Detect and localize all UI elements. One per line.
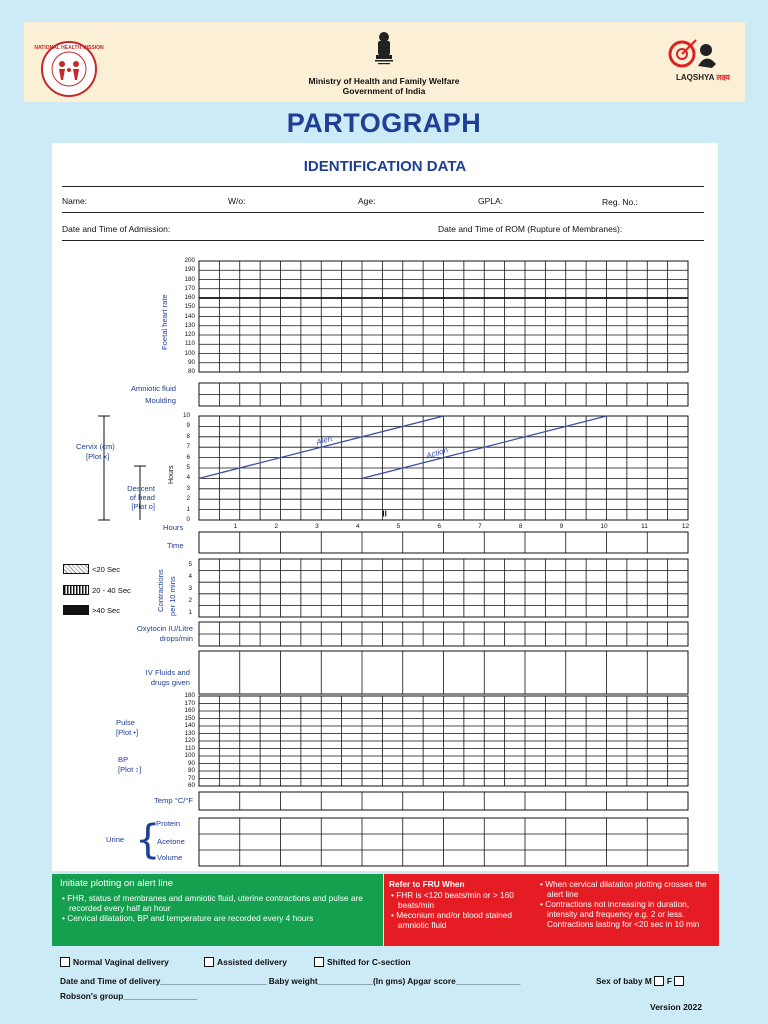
fhr-tick: 190 <box>184 266 195 274</box>
red-left-bullet-2: • Meconium and/or blood stained amniotic fluid <box>391 910 512 930</box>
plot-mark: II <box>382 509 387 519</box>
cervix-tick: 3 <box>186 484 190 492</box>
laqshya-name: LAQSHYA <box>676 73 715 82</box>
sex-m-label: M <box>644 976 652 986</box>
cervix-tick: 6 <box>186 453 190 461</box>
sex-m-checkbox[interactable] <box>654 976 664 986</box>
green-bullet-2: • Cervical dilatation, BP and temperature are recorded every 4 hours <box>62 913 314 923</box>
sex-of-baby <box>596 976 687 986</box>
hours-axis-label: Hours <box>168 465 175 484</box>
hours-tick: 12 <box>681 523 690 530</box>
legend-gt40: >40 Sec <box>92 606 121 615</box>
hours-tick: 3 <box>315 523 319 530</box>
name-field[interactable]: Name: <box>62 196 88 206</box>
pulse-tick: 110 <box>184 744 195 752</box>
pulse-tick: 130 <box>184 729 195 737</box>
cervix-tick: 5 <box>186 464 190 471</box>
fhr-tick: 200 <box>184 257 195 264</box>
legend-dotted-box <box>63 564 89 574</box>
legend-mid: 20 - 40 Sec <box>92 586 131 595</box>
red-title: Refer to FRU When <box>389 879 465 889</box>
sex-f-label: F <box>666 976 672 986</box>
identification-heading: IDENTIFICATION DATA <box>303 158 467 175</box>
pulse-tick: 70 <box>187 774 195 782</box>
fhr-tick: 170 <box>184 284 195 292</box>
fhr-tick: 110 <box>184 340 195 348</box>
pulse-tick: 60 <box>187 782 195 789</box>
hours-tick: 8 <box>518 523 523 530</box>
delivery-details-line[interactable]: Date and Time of delivery_______________________ Baby weight____________(In gms) Apgar score______________ <box>60 976 521 986</box>
ivfluids-label: IV Fluids and <box>145 668 190 677</box>
acetone-label: Acetone <box>157 837 185 846</box>
version-label: Version 2022 <box>650 1002 702 1012</box>
moulding-label: Moulding <box>145 396 176 405</box>
cervix-label: Cervix (cm) <box>76 442 115 451</box>
red-right-bullet-2: • Contractions not increasing in duration, intensity and frequency e.g. 2 or less. Contractions lasting for <20 sec in 10 min <box>540 899 700 929</box>
fhr-tick: 90 <box>187 358 195 366</box>
pulse-tick: 140 <box>184 722 195 729</box>
admission-field[interactable]: Date and Time of Admission: <box>62 224 171 234</box>
green-title: Initiate plotting on alert line <box>60 878 174 889</box>
time-label: Time <box>167 541 184 550</box>
fhr-tick: 140 <box>184 312 195 320</box>
hours-tick: 4 <box>355 523 360 530</box>
pulse-label: Pulse <box>116 718 135 727</box>
pulse-tick: 180 <box>184 692 195 699</box>
hours-tick: 9 <box>559 523 564 530</box>
contraction-tick: 5 <box>188 561 192 568</box>
pulse-tick: 150 <box>184 714 195 722</box>
contraction-tick: 2 <box>188 597 192 604</box>
hours-label: Hours <box>163 523 184 532</box>
contractions-label: Contractions <box>156 569 165 612</box>
fhr-tick: 120 <box>184 331 195 338</box>
red-referral-box <box>384 874 719 946</box>
fhr-tick: 80 <box>187 368 195 375</box>
pulse-tick: 90 <box>187 759 195 767</box>
urine-label: Urine <box>106 835 125 844</box>
ministry-line1: Ministry of Health and Family Welfare <box>308 76 460 86</box>
fhr-tick: 130 <box>184 321 195 329</box>
normal-delivery-checkbox[interactable] <box>60 957 70 967</box>
red-left-bullet-1: • FHR is <120 beats/min or > 160 beats/min <box>391 890 514 910</box>
pulse-plot-label: [Plot •] <box>116 728 139 737</box>
assisted-delivery-label: Assisted delivery <box>217 957 287 967</box>
cervix-tick: 4 <box>186 474 190 482</box>
cervix-tick: 9 <box>186 422 190 430</box>
pulse-tick: 120 <box>184 737 195 744</box>
cervix-tick: 10 <box>182 412 190 419</box>
c-section-label: Shifted for C-section <box>327 957 411 967</box>
ministry-line2: Government of India <box>342 86 426 96</box>
oxytocin-label: Oxytocin IU/Litre <box>136 624 193 633</box>
hours-tick: 2 <box>274 523 278 530</box>
sex-f-checkbox[interactable] <box>674 976 684 986</box>
volume-label: Volume <box>157 853 183 862</box>
pulse-tick: 80 <box>187 767 195 774</box>
fhr-tick: 160 <box>184 294 195 301</box>
descent-label: Descent <box>127 484 155 493</box>
legend-lt20: <20 Sec <box>92 565 121 574</box>
assisted-delivery-checkbox[interactable] <box>204 957 214 967</box>
contraction-tick: 3 <box>188 585 192 592</box>
fhr-tick: 150 <box>184 303 195 311</box>
alert-line-label: Alert <box>315 433 334 448</box>
fhr-tick: 100 <box>184 349 195 357</box>
bp-plot-label: [Plot ↕] <box>118 765 142 774</box>
hours-tick: 11 <box>641 523 648 530</box>
normal-delivery-label: Normal Vaginal delivery <box>73 957 169 967</box>
per10-label: per 10 mins <box>168 576 177 616</box>
cervix-plot-label: [Plot x] <box>86 452 110 461</box>
contraction-tick: 1 <box>188 609 192 616</box>
wo-field[interactable]: W/o: <box>228 196 246 206</box>
cervix-tick: 1 <box>186 505 190 513</box>
pulse-tick: 160 <box>184 707 195 714</box>
cervix-tick: 2 <box>186 495 190 503</box>
drops-label: drops/min <box>159 634 193 643</box>
robson-group-field[interactable]: Robson's group________________ <box>60 991 198 1001</box>
gpla-field[interactable]: GPLA: <box>478 196 504 206</box>
protein-label: Protein <box>156 819 181 828</box>
c-section-checkbox[interactable] <box>314 957 324 967</box>
green-bullet-1: • FHR, status of membranes and amniotic fluid, uterine contractions and pulse are recorded every half an hour <box>62 893 363 913</box>
normal-delivery-option[interactable] <box>60 957 169 967</box>
hours-tick: 5 <box>396 523 401 530</box>
page-title: PARTOGRAPH <box>286 108 482 138</box>
hours-tick: 6 <box>437 523 441 530</box>
bp-label: BP <box>118 755 129 764</box>
pulse-tick: 100 <box>184 752 195 759</box>
fhr-tick: 180 <box>184 275 195 283</box>
green-instruction-box <box>52 874 383 946</box>
sex-label: Sex of baby <box>596 976 643 986</box>
descent-plot-label: [Plot o] <box>131 502 155 511</box>
cervix-tick: 7 <box>186 443 190 451</box>
urine-brace-icon: { <box>135 817 161 863</box>
amniotic-label: Amniotic fluid <box>130 384 176 393</box>
rom-field[interactable]: Date and Time of ROM (Rupture of Membranes): <box>438 224 623 234</box>
hours-tick: 1 <box>233 523 238 530</box>
legend-striped-box <box>63 585 89 595</box>
contraction-tick: 4 <box>188 573 192 580</box>
laqshya-hindi: लक्ष्य <box>716 73 730 82</box>
regno-field[interactable]: Reg. No.: <box>602 197 638 207</box>
temp-label: Temp °C/°F <box>154 796 193 805</box>
age-field[interactable]: Age: <box>358 196 376 206</box>
hours-tick: 10 <box>600 523 608 530</box>
descent-label2: of head <box>129 493 155 502</box>
fhr-label: Foetal heart rate <box>160 294 169 350</box>
assisted-delivery-option[interactable] <box>204 957 287 967</box>
action-line-label: Action <box>425 445 450 461</box>
cervix-tick: 0 <box>186 516 190 523</box>
cervix-tick: 8 <box>186 432 190 440</box>
hours-tick: 7 <box>478 523 482 530</box>
legend-filled-box <box>63 605 89 615</box>
c-section-option[interactable] <box>314 957 411 967</box>
drugs-label: drugs given <box>150 678 190 687</box>
pulse-tick: 170 <box>184 699 195 707</box>
red-right-bullet-1: • When cervical dilatation plotting crosses the alert line <box>540 879 707 899</box>
nhm-logo-text: NATIONAL HEALTH MISSION <box>34 45 104 51</box>
